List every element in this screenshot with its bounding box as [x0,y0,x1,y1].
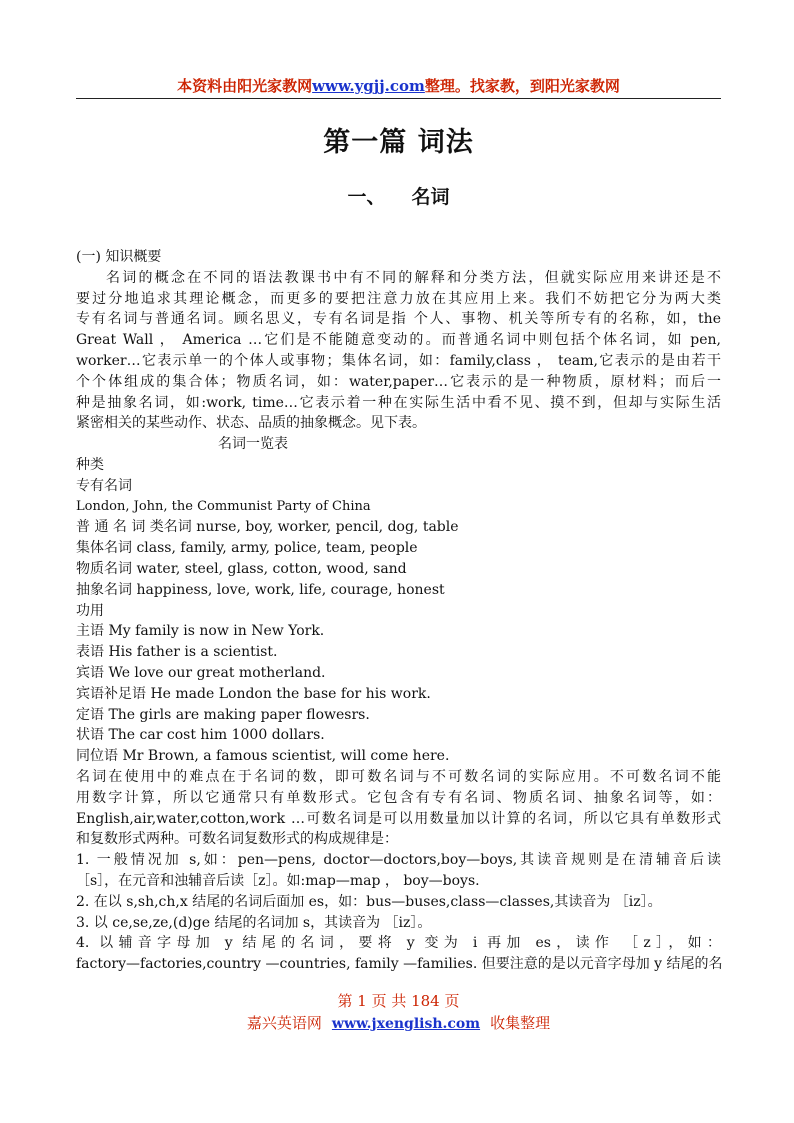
table-row: 专有名词 [76,477,132,494]
table-caption: 名词一览表 [218,436,288,453]
page-number: 第 1 页 共 184 页 [337,992,460,1010]
table-row: 抽象名词 happiness, love, work, life, courage, honest [76,581,445,598]
table-row: 普 通 名 词 类名词 nurse, boy, worker, pencil, dog, table [76,519,459,536]
table-row: 种类 [76,456,104,473]
footer-site-name: 嘉兴英语网 [246,1014,322,1032]
list-item: 2. 在以 s,sh,ch,x 结尾的名词后面加 es，如：bus—buses,class—classes,其读音为 ［iz］。 [76,893,662,910]
body-text [76,247,721,975]
table-row: 表语 His father is a scientist. [76,644,278,661]
section-title [76,182,721,209]
page-header [76,76,721,96]
text-line: Great Wall ， America …它们是不能随意变动的。而普通名词中则包括个体名词，如 pen, [76,332,721,349]
table-row: 集体名词 class, family, army, police, team, people [76,540,418,557]
list-item: 3. 以 ce,se,ze,(d)ge 结尾的名词加 s，其读音为 ［iz］。 [76,914,432,931]
page-footer [76,1012,721,1033]
text-line: 种是抽象名词，如:work, time…它表示着一种在实际生活中看不见、摸不到，但却与实际生活 [76,394,721,411]
table-row: 同位语 Mr Brown, a famous scientist, will come here. [76,748,450,765]
footer-link[interactable]: www.jxenglish.com [331,1016,481,1032]
table-row: 功用 [76,602,104,619]
text-line: 专有名词与普通名词。顾名思义，专有名词是指 个人、事物、机关等所专有的名称，如，the [76,311,721,328]
section-number: 一、 [347,186,386,208]
text-line: 要过分地追求其理论概念，而更多的要把注意力放在其应用上来。我们不妨把它分为两大类 [76,290,721,307]
table-row: 宾语 We love our great motherland. [76,664,326,681]
section-name: 名词 [411,186,450,208]
text-line: 个个体组成的集合体；物质名词，如：water,paper…它表示的是一种物质，原材料；而后一 [76,373,721,390]
header-divider [76,98,721,99]
table-row: 宾语补足语 He made London the base for his work. [76,685,431,702]
text-line: 用数字计算，所以它通常只有单数形式。它包含有专有名词、物质名词、抽象名词等，如： [76,789,721,806]
header-link[interactable]: www.ygjj.com [312,77,425,95]
table-row: 状语 The car cost him 1000 dollars. [76,727,325,744]
text-line: 名词在使用中的难点在于名词的数，即可数名词与不可数名词的实际应用。不可数名词不能 [76,768,721,785]
text-line: English,air,water,cotton,work …可数名词是可以用数量加以计算的名词，所以它具有单数形式 [76,810,721,827]
table-row: 物质名词 water, steel, glass, cotton, wood, sand [76,560,407,577]
text-line: 名词的概念在不同的语法教课书中有不同的解释和分类方法，但就实际应用来讲还是不 [106,269,721,286]
subsection-heading: (一) 知识概要 [76,249,162,265]
text-line: ［s］，在元音和浊辅音后读［z］。如:map—map ， boy—boys. [76,872,480,889]
header-prefix: 本资料由阳光家教网 [177,77,313,95]
text-line: factory—factories,country —countries, family —families. 但要注意的是以元音字母加 y 结尾的名 [76,956,723,973]
list-item: 1. 一般情况加 s,如：pen—pens, doctor—doctors,boy—boys,其读音规则是在清辅音后读 [76,852,721,869]
table-row: 定语 The girls are making paper flowesrs. [76,706,370,723]
text-line: worker…它表示单一的个体人或事物；集体名词，如：family,class ， team,它表示的是由若干 [76,352,721,369]
page-title: 第一篇 词法 [323,127,474,158]
text-line: 和复数形式两种。可数名词复数形式的构成规律是： [76,831,398,848]
text-line: 紧密相关的某些动作、状态、品质的抽象概念。见下表。 [76,415,426,432]
table-row: 主语 My family is now in New York. [76,623,325,640]
header-suffix: 整理。找家教，到阳光家教网 [424,77,620,95]
table-row: London, John, the Communist Party of China [76,498,371,514]
list-item: 4. 以辅音字母加 y 结尾的名词，要将 y 变为 i 再加 es，读作 ［z］，如： [76,935,721,952]
footer-suffix: 收集整理 [490,1014,551,1032]
